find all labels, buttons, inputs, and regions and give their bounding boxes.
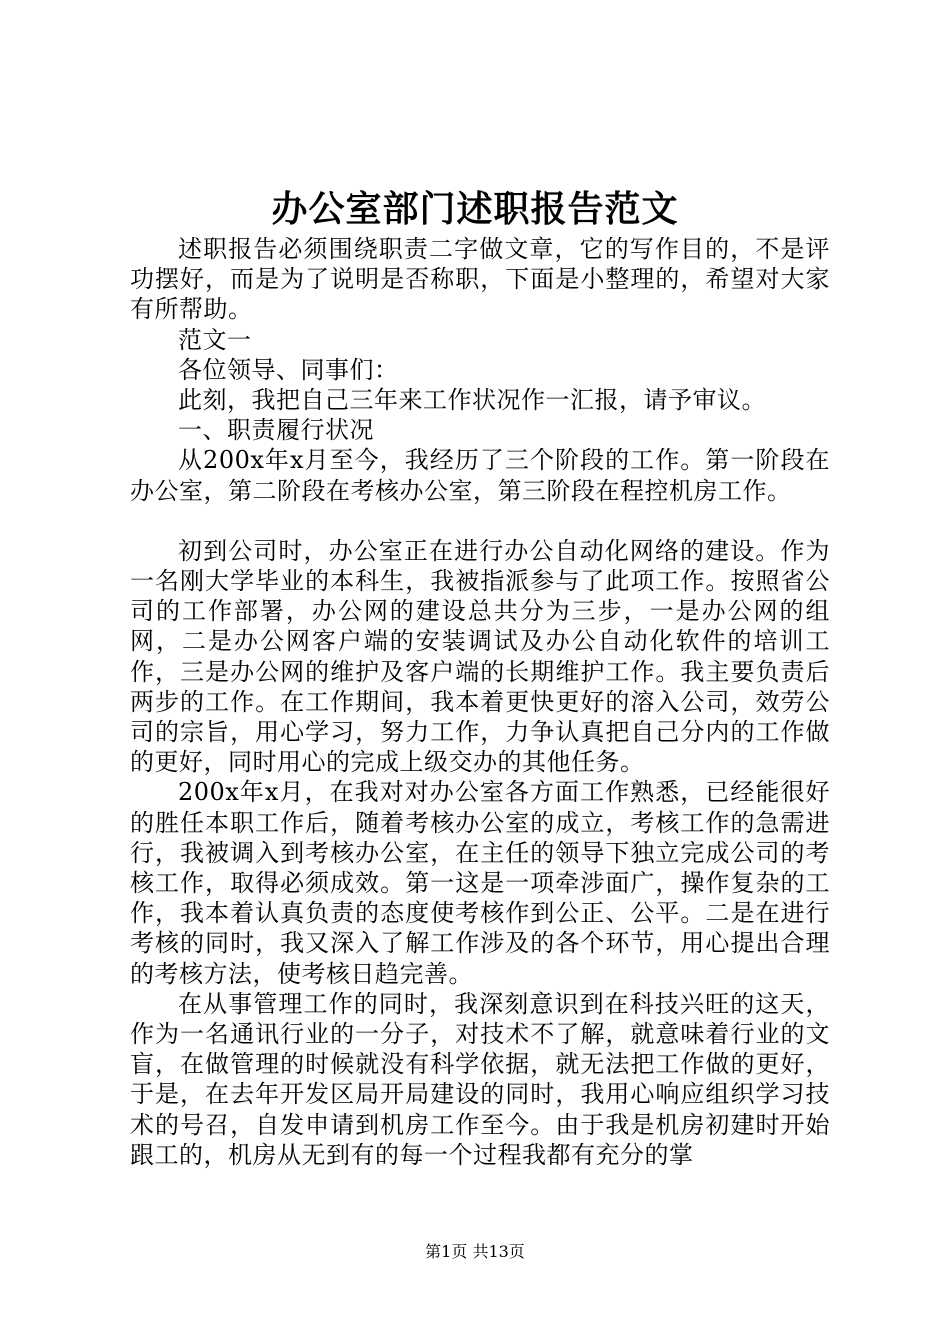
body-paragraph: 200x年x月，在我对对办公室各方面工作熟悉，已经能很好的胜任本职工作后，随着考核办公室的成立，考核工作的急需进行，我被调入到考核办公室，在主任的领导下独立完成公司的考核工作，取得必须成效。第一这是一项牵涉面广，操作复杂的工作，我本着认真负责的态度使考核作到公正、公平。二是在进行考核的同时，我又深入了解工作涉及的各个环节，用心提出合理的考核方法，使考核日趋完善。 [130, 778, 830, 988]
salutation: 各位领导、同事们： [178, 355, 399, 384]
intro-paragraph: 述职报告必须围绕职责二字做文章，它的写作目的，不是评功摆好，而是为了说明是否称职，下面是小整理的，希望对大家有所帮助。 [130, 235, 830, 324]
opening-paragraph: 此刻，我把自己三年来工作状况作一汇报，请予审议。 [178, 386, 766, 415]
document-body [130, 234, 830, 1170]
page-number: 第1页 共13页 [425, 1242, 525, 1261]
section-heading: 一、职责履行状况 [178, 416, 374, 445]
body-paragraph: 从200x年x月至今，我经历了三个阶段的工作。第一阶段在办公室，第二阶段在考核办公室，第三阶段在程控机房工作。 [130, 446, 830, 505]
body-paragraph: 初到公司时，办公室正在进行办公自动化网络的建设。作为一名刚大学毕业的本科生，我被指派参与了此项工作。按照省公司的工作部署，办公网的建设总共分为三步，一是办公网的组网，二是办公网客户端的安装调试及办公自动化软件的培训工作，三是办公网的维护及客户端的长期维护工作。我主要负责后两步的工作。在工作期间，我本着更快更好的溶入公司，效劳公司的宗旨，用心学习，努力工作，力争认真把自己分内的工作做的更好，同时用心的完成上级交办的其他任务。 [130, 536, 830, 777]
document-title: 办公室部门述职报告范文 [271, 188, 679, 230]
sample-heading: 范文一 [178, 325, 252, 354]
body-paragraph: 在从事管理工作的同时，我深刻意识到在科技兴旺的这天，作为一名通讯行业的一分子，对技术不了解，就意味着行业的文盲，在做管理的时候就没有科学依据，就无法把工作做的更好，于是，在去年开发区局开局建设的同时，我用心响应组织学习技术的号召，自发申请到机房工作至今。由于我是机房初建时开始跟工的，机房从无到有的每一个过程我都有充分的掌 [130, 989, 830, 1169]
